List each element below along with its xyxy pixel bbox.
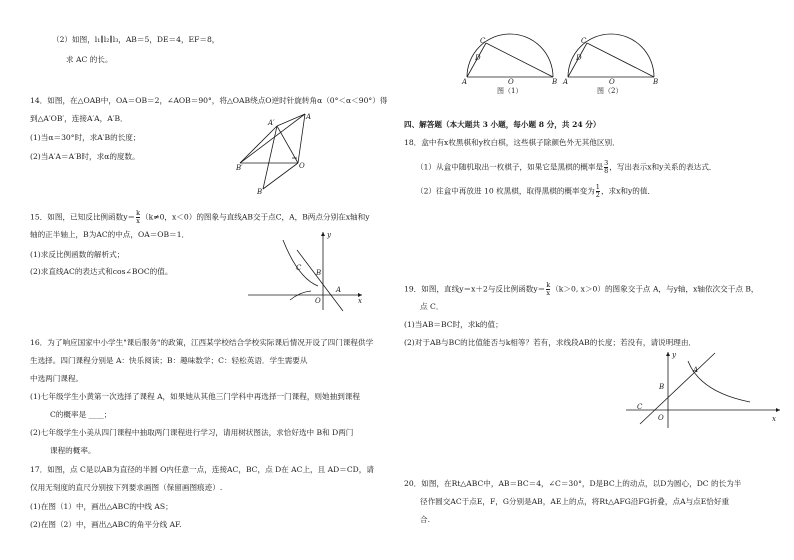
q16-line4: (1)七年级学生小黄第一次选择了课程 A，如果她从其他三门学科中再选择一门课程，则她抽到课程 bbox=[30, 392, 360, 401]
q18-frac2-num: 1 bbox=[595, 183, 600, 191]
semi1-label-c: C bbox=[480, 37, 486, 45]
q16-line1: 16．为了响应国家中小学生"课后服务"的政策，江西某学校结合学校实际课后情况开设了四门课程供学 bbox=[30, 338, 374, 347]
q18-line2-pre: （1）从盒中随机取出一枚棋子，如果它是黑棋的概率是 bbox=[416, 162, 604, 172]
q17-line4: (2)在图（2）中，画出△ABC的角平分线 AF. bbox=[30, 520, 182, 529]
q18-line3-post: ，求x和y的值． bbox=[600, 186, 656, 196]
q17-line3: (1)在图（1）中，画出△ABC的中线 AS； bbox=[30, 502, 173, 511]
semi1-label-a: A bbox=[462, 78, 468, 86]
q15-frac-num: k bbox=[136, 209, 141, 217]
q18-frac2-den: 2 bbox=[595, 191, 600, 199]
q14-line4: (2)当A′A＝A′B时，求α的度数。 bbox=[30, 152, 140, 161]
q16-line6: (2)七年级学生小美从四门课程中抽取两门课程进行学习，请用树状图法，求恰好选中 B和 D两门 bbox=[30, 428, 354, 437]
q19-frac-den: x bbox=[546, 289, 551, 297]
q14-label-b-prime: B′ bbox=[236, 164, 243, 172]
q20-line2: 径作圆交AC于点E，F，G分别是AB，AE上的点，将Rt△AFG沿FG折叠，点A与点E恰好重 bbox=[420, 497, 730, 506]
q18-line1: 18．盒中有x枚黑棋和y枚白棋，这些棋子除颜色外无其他区别． bbox=[404, 138, 620, 147]
q15-line1-pre: 15．如图，已知反比例函数y＝ bbox=[30, 212, 136, 222]
q15-line4: (2)求直线AC的表达式和cos∠BOC的值。 bbox=[30, 267, 173, 276]
semi2-label-b: B bbox=[653, 78, 659, 86]
q15-label-a: A bbox=[336, 286, 342, 294]
q14-label-a: A bbox=[306, 113, 312, 121]
q14-label-b: B bbox=[257, 188, 263, 196]
q18-frac1-den: 8 bbox=[604, 167, 609, 175]
q20-line3: 合. bbox=[420, 515, 431, 524]
q20-line1: 20．如图，在Rt△ABC中，AB＝BC＝4，∠C＝30°，D是BC上的动点，以D为圆心，DC 的长为半 bbox=[404, 479, 742, 488]
semi1-label-b: B bbox=[552, 78, 558, 86]
semi1-caption: 图（1） bbox=[497, 87, 523, 95]
semi2-caption: 图（2） bbox=[597, 87, 623, 95]
q19-label-y: y bbox=[672, 351, 676, 359]
q19-label-a: A bbox=[693, 366, 699, 374]
q19-frac-num: k bbox=[546, 281, 551, 289]
q18-frac1-num: 3 bbox=[604, 159, 609, 167]
q17-line1: 17．如图，点 C是以AB为直径的半圆 O内任意一点，连接AC，BC，点 D在 AC上，且 AD＝CD，请 bbox=[30, 465, 374, 474]
q13-2-line1: （2）如图，l₁∥l₂∥l₃，AB＝5，DE＝4，EF＝8， bbox=[52, 35, 220, 44]
section-4-heading: 四、解答题（本大题共 3 小题，每小题 8 分，共 24 分） bbox=[404, 120, 601, 129]
q15-line1-post: （k≠0，x＜0）的图象与直线AB交于点C，A，B两点分别在x轴和y bbox=[141, 212, 370, 222]
q15-line3: (1)求反比例函数的解析式； bbox=[30, 250, 125, 259]
q15-label-c: C bbox=[296, 264, 302, 272]
q19-line1-post: （k＞0, x＞0）的图象交于点 A，与y轴，x轴依次交于点 B， bbox=[551, 284, 759, 294]
q16-line7: 课程的概率。 bbox=[50, 446, 96, 455]
semi2-label-a: A bbox=[563, 78, 569, 86]
q15-label-x: x bbox=[358, 297, 362, 305]
q19-line4: (2)对于AB与BC的比值能否与k相等？若有，求线段AB的长度；若没有，请说明理由． bbox=[404, 338, 697, 347]
q18-line2-post: ，写出表示x和y关系的表达式． bbox=[609, 162, 717, 172]
q14-line1: 14．如图，在△OAB中，OA＝OB＝2，∠AOB＝90°，将△OAB绕点O逆时针旋转角α（0°＜α＜90°）得 bbox=[30, 96, 388, 105]
q15-line2: 轴的正半轴上，B为AC的中点，OA＝OB＝1． bbox=[30, 230, 190, 239]
q15-label-y: y bbox=[327, 231, 331, 239]
q16-line3: 中选两门课程。 bbox=[30, 374, 84, 383]
q14-label-o: O bbox=[299, 162, 305, 170]
q14-line3: (1)当α＝30°时，求A′B的长度； bbox=[30, 133, 141, 142]
q16-line5: C的概率是 ____； bbox=[50, 410, 112, 419]
q19-label-c: C bbox=[637, 403, 643, 411]
semi2-label-c: C bbox=[581, 37, 587, 45]
q13-2-line2: 求 AC 的长。 bbox=[66, 55, 113, 64]
q19-label-o: O bbox=[658, 414, 664, 422]
q19-line3: (1)当AB＝BC时，求k的值； bbox=[404, 320, 503, 329]
semi2-label-o: O bbox=[609, 78, 615, 86]
q16-line2: 生选择。四门课程分别是 A：快乐阅读；B：趣味数学；C：轻松英语．学生需要从 bbox=[30, 356, 308, 365]
q17-line2: 仅用无刻度的直尺分别按下列要求画图（保留画图痕迹）. bbox=[30, 483, 223, 492]
semi2-label-d: D bbox=[576, 54, 582, 62]
q15-label-o: O bbox=[315, 297, 321, 305]
q19-line2: 点 C． bbox=[420, 302, 444, 311]
q15-frac-den: x bbox=[136, 217, 140, 225]
q19-label-x: x bbox=[772, 415, 776, 423]
q19-line1-pre: 19．如图，直线y＝x＋2与反比例函数y＝ bbox=[404, 284, 546, 294]
q18-line3-pre: （2）往盒中再放进 10 枚黑棋，取得黑棋的概率变为 bbox=[416, 186, 595, 196]
q19-label-b: B bbox=[659, 383, 665, 391]
q15-label-b: B bbox=[316, 269, 322, 277]
q14-label-a-prime: A′ bbox=[268, 119, 275, 127]
q14-line2: 到△A′OB′，连接A′A，A′B． bbox=[30, 114, 128, 123]
semi1-label-o: O bbox=[508, 78, 514, 86]
semi1-label-d: D bbox=[475, 54, 481, 62]
